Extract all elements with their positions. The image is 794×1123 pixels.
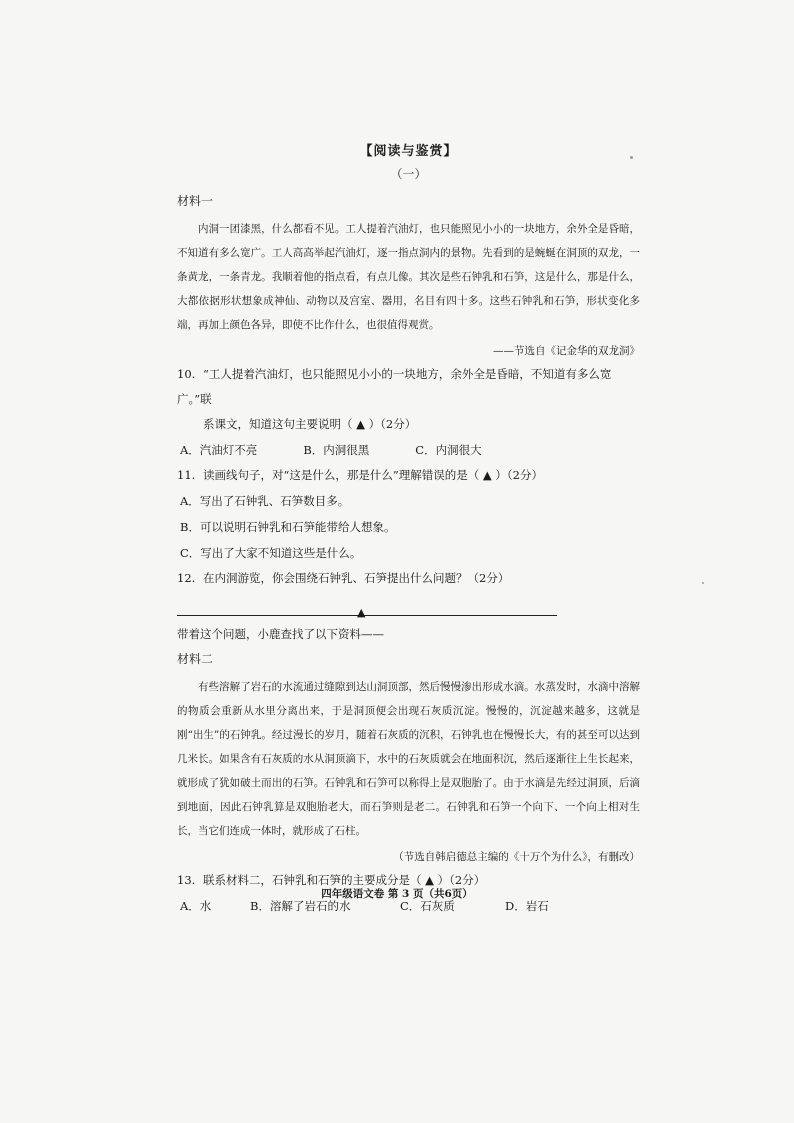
option-a: A．汽油灯不亮 xyxy=(180,443,258,457)
option-c: C．内洞很大 xyxy=(415,443,482,457)
material-one-text: 内洞一团漆黑，什么都看不见。工人提着汽油灯，也只能照见小小的一块地方，余外全是昏暗，不知道有多么宽广。工人高高举起汽油灯，逐一指点洞内的景物。先看到的是蜿蜒在洞顶的双龙，一条黄龙，一条青龙。我顺着他的指点看，有点儿像。其次是些石钟乳和石笋，这是什么，那是什么，大都依据形状想象成神仙、动物以及宫室、器用，名目有四十多。这些石钟乳和石笋，形状变化多端，再加上颜色各异，即使不比作什么，也很值得观赏。 xyxy=(177,223,640,331)
question-12 xyxy=(177,566,640,619)
option-b: B．溶解了岩石的水 xyxy=(250,899,351,913)
answer-mark: ▲ xyxy=(357,606,366,619)
question-number: 11. xyxy=(177,468,196,482)
scan-speck xyxy=(702,582,704,584)
section-subtitle: （一） xyxy=(390,167,427,181)
page-footer: 四年级语文卷 第 3 页（共6页） xyxy=(321,888,473,900)
material-one-label: 材料一 xyxy=(177,194,214,208)
option-b: B．内洞很黑 xyxy=(303,443,370,457)
question-10 xyxy=(177,362,640,463)
question-11 xyxy=(177,463,640,566)
question-text: 在内洞游览，你会围绕石钟乳、石笋提出什么问题？（2分） xyxy=(203,571,510,585)
question-text-line1: “工人提着汽油灯，也只能照见小小的一块地方，余外全是昏暗，不知道有多么宽广。”联 xyxy=(177,367,612,406)
answer-line xyxy=(177,595,557,619)
question-number: 12. xyxy=(177,571,196,585)
page-content xyxy=(177,140,640,919)
section-title: 【阅读与鉴赏】 xyxy=(359,144,458,159)
material-two-label: 材料二 xyxy=(177,652,214,666)
material-one-source: ——节选自《记金华的双龙洞》 xyxy=(493,345,640,357)
question-number: 13. xyxy=(177,873,196,887)
option-c: C．写出了大家不知道这些是什么。 xyxy=(180,546,362,560)
material-two-text: 有些溶解了岩石的水流通过缝隙到达山洞顶部，然后慢慢渗出形成水滴。水蒸发时，水滴中溶解的物质会重新从水里分离出来，于是洞顶便会出现石灰质沉淀。慢慢的，沉淀越来越多，这就是刚“出生”的石钟乳。经过漫长的岁月，随着石灰质的沉积，石钟乳也在慢慢长大，有的甚至可以达到几米长。如果含有石灰质的水从洞顶滴下，水中的石灰质就会在地面积沉，然后逐渐往上生长起来，就形成了犹如破土而出的石笋。石钟乳和石笋可以称得上是双胞胎了。由于水滴是先经过洞顶，后滴到地面，因此石钟乳算是双胞胎老大，而石笋则是老二。石钟乳和石笋一个向下、一个向上相对生长，当它们连成一体时，就形成了石柱。 xyxy=(177,681,640,837)
option-a: A．水 xyxy=(180,899,212,913)
option-a: A．写出了石钟乳、石笋数目多。 xyxy=(180,494,350,508)
scan-speck xyxy=(630,156,633,159)
question-text-line2: 系课文，知道这句主要说明（ ▲ ）（2分） xyxy=(203,417,417,431)
question-number: 10. xyxy=(177,367,196,381)
question-text: 读画线句子，对“这是什么，那是什么”理解错误的是（ ▲ ）（2分） xyxy=(203,468,543,482)
option-b: B．可以说明石钟乳和石笋能带给人想象。 xyxy=(180,520,396,534)
lead-sentence: 带着这个问题，小鹿查找了以下资料—— xyxy=(177,627,384,641)
material-two-source: （节选自韩启德总主编的《十万个为什么》，有删改） xyxy=(393,851,640,863)
option-d: D．岩石 xyxy=(505,899,549,913)
option-c: C．石灰质 xyxy=(400,899,455,913)
options xyxy=(177,437,640,463)
question-text: 联系材料二，石钟乳和石笋的主要成分是（ ▲ ）（2分） xyxy=(203,873,486,887)
